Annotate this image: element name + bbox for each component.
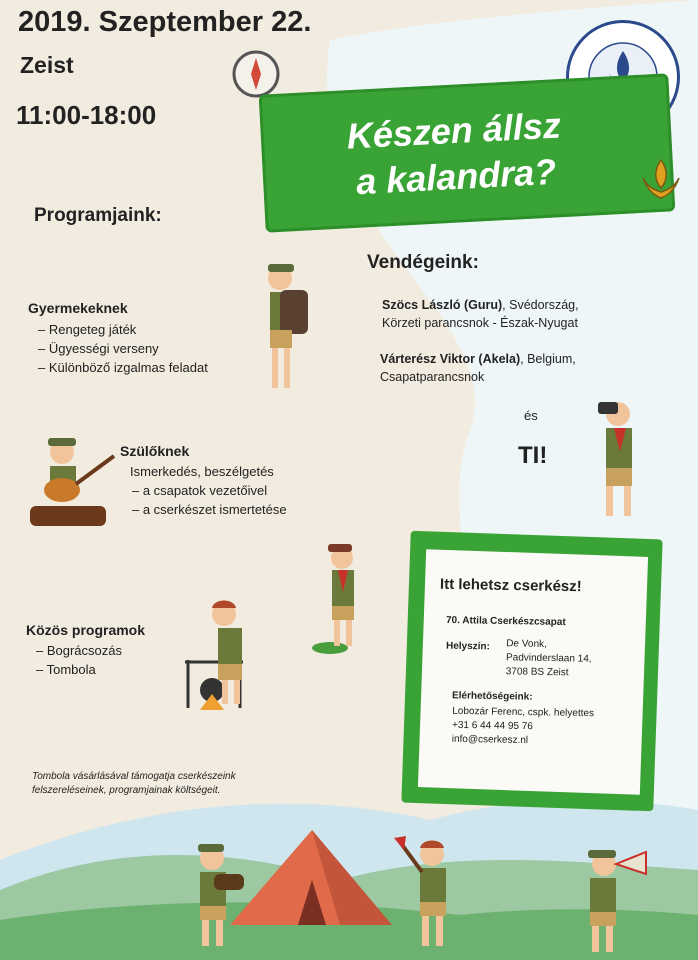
you-text: TI! <box>518 442 548 469</box>
list-item: – Különböző izgalmas feladat <box>38 360 208 375</box>
guest-2-role: Csapatparancsnok <box>380 370 485 384</box>
scout-axe-illustration <box>392 834 462 955</box>
common-title: Közös programok <box>26 622 146 638</box>
guest-1-country: , Svédország, <box>502 298 579 312</box>
info-card-title: Itt lehetsz cserkész! <box>439 575 582 596</box>
scout-cooking-illustration <box>204 598 260 713</box>
parents-list <box>130 462 287 519</box>
scout-guitar-illustration <box>28 434 118 535</box>
list-item: – Bográcsozás <box>36 643 122 658</box>
list-item: – Ügyességi verseny <box>38 341 159 356</box>
place-label: Helyszín: <box>445 640 491 653</box>
contact-label: Elérhetőségeink: <box>451 690 533 703</box>
guest-2-country: , Belgium, <box>520 352 576 366</box>
list-item: – a csapatok vezetőivel <box>132 483 268 498</box>
children-list <box>38 320 208 377</box>
guest-2-name: Várterész Viktor (Akela) <box>380 352 521 366</box>
list-item: – Tombola <box>36 662 96 677</box>
scout-walking-illustration <box>318 540 368 655</box>
children-title: Gyermekeknek <box>28 300 128 316</box>
guests-heading: Vendégeink: <box>367 252 479 273</box>
contact-email[interactable]: info@cserkesz.nl <box>451 733 529 747</box>
slogan-line-2: a kalandra? <box>355 150 558 203</box>
slogan-line-1: Készen állsz <box>345 104 562 157</box>
scout-trumpet-illustration <box>580 844 652 959</box>
list-item: – Rengeteg játék <box>38 322 137 337</box>
slogan-text <box>288 99 622 208</box>
place-address: De Vonk, Padvinderslaan 14, 3708 BS Zeist <box>505 638 592 679</box>
troop-name: 70. Attila Cserkészcsapat <box>445 614 566 629</box>
and-text: és <box>524 408 538 423</box>
guest-1 <box>382 296 579 332</box>
guest-2 <box>380 350 576 386</box>
programs-heading: Programjaink: <box>34 205 162 226</box>
common-list <box>36 641 122 679</box>
event-time: 11:00-18:00 <box>16 100 157 130</box>
list-item: Ismerkedés, beszélgetés <box>130 464 274 479</box>
list-item: – a cserkészet ismertetése <box>132 502 287 517</box>
event-city: Zeist <box>20 52 74 78</box>
scout-hiker-illustration <box>258 258 318 403</box>
fleur-de-lis-icon <box>640 158 682 209</box>
contact-details: Lobozár Ferenc, cspk. helyettes +31 6 44 44 95 76 info@cserkesz.nl <box>452 705 594 749</box>
scout-binoculars-illustration <box>592 392 648 527</box>
guest-1-name: Szöcs László (Guru) <box>382 298 503 312</box>
guest-1-role: Körzeti parancsnok - Észak-Nyugat <box>382 316 578 330</box>
tombola-note: Tombola vásárlásával támogatja cserkészeink felszereléseinek, programjainak költségeit. <box>32 771 236 796</box>
scout-wood-illustration <box>186 840 246 955</box>
event-date: 2019. Szeptember 22. <box>18 6 312 38</box>
parents-title: Szülőknek <box>120 443 190 459</box>
